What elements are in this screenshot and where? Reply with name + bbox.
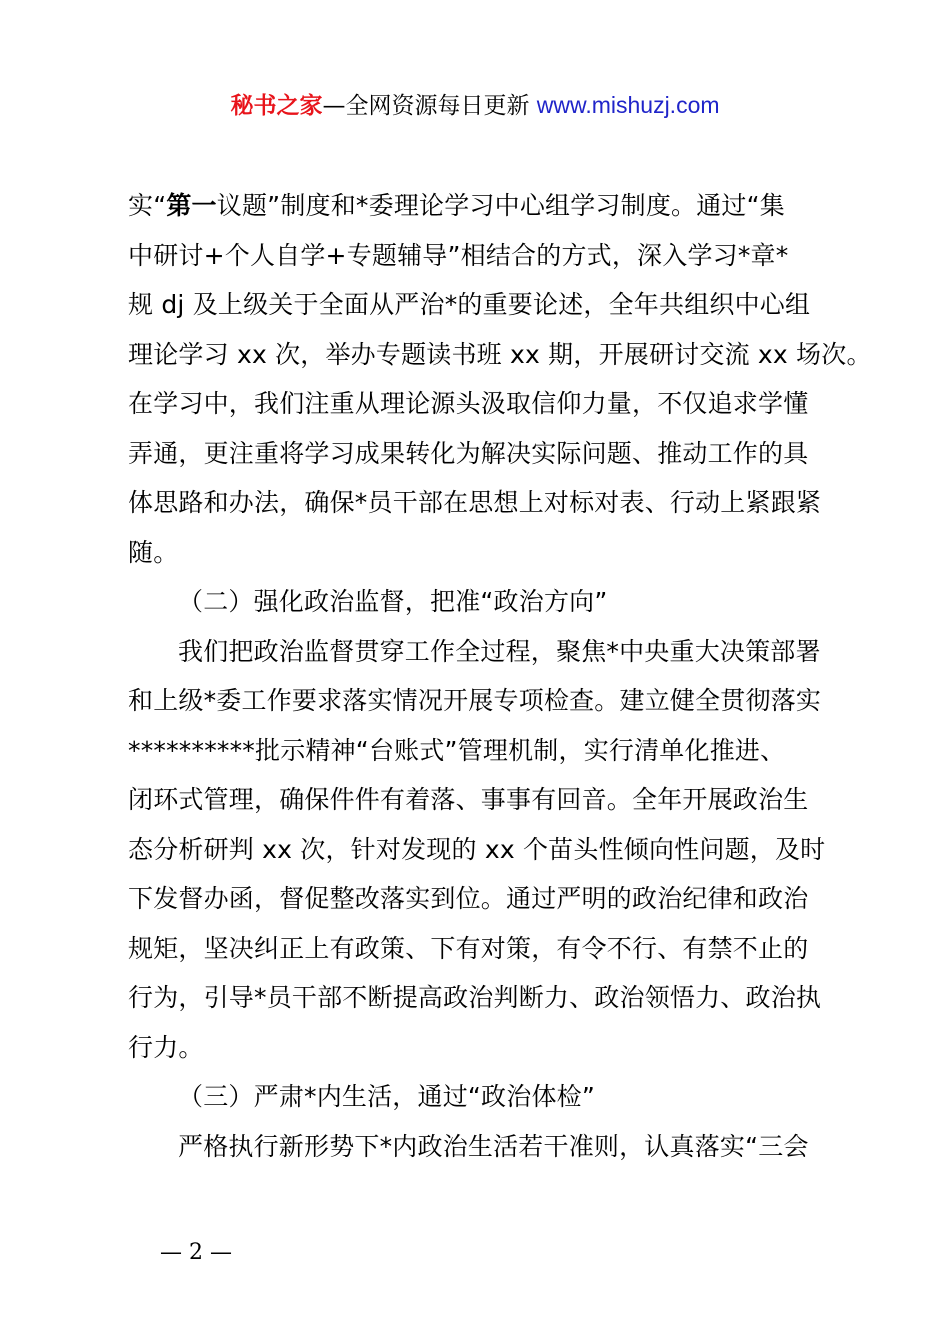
paragraph-line: 态分析研判 xx 次，针对发现的 xx 个苗头性倾向性问题，及时 xyxy=(128,834,826,864)
paragraph-line: 我们把政治监督贯穿工作全过程，聚焦*中央重大决策部署 xyxy=(178,636,821,666)
paragraph-line: 中研讨+个人自学+专题辅导”相结合的方式，深入学习*章* xyxy=(128,240,789,270)
paragraph-line: 行力。 xyxy=(128,1032,204,1062)
header-tagline: —全网资源每日更新 xyxy=(322,93,537,119)
site-header xyxy=(0,88,950,123)
paragraph-line xyxy=(128,181,838,231)
paragraph-line: 严格执行新形势下*内政治生活若干准则，认真落实“三会 xyxy=(178,1131,809,1161)
page-number: — 2 — xyxy=(160,1240,232,1265)
bold-text-run: 第一 xyxy=(166,191,217,220)
paragraph-line: 行为，引导*员干部不断提高政治判断力、政治领悟力、政治执 xyxy=(128,983,822,1012)
section-heading-3: （三）严肃*内生活，通过“政治体检” xyxy=(178,1082,596,1111)
site-url-link[interactable]: www.mishuzj.com xyxy=(536,92,720,118)
paragraph-line: 闭环式管理，确保件件有着落、事事有回音。全年开展政治生 xyxy=(128,785,809,814)
paragraph-line: 在学习中，我们注重从理论源头汲取信仰力量，不仅追求学懂 xyxy=(128,389,809,418)
text-run: 议题”制度和*委理论学习中心组学习制度。通过“集 xyxy=(216,191,785,220)
paragraph-line: 随。 xyxy=(128,537,179,567)
paragraph-line: 规 dj 及上级关于全面从严治*的重要论述，全年共组织中心组 xyxy=(128,290,811,319)
paragraph-line: 下发督办函，督促整改落实到位。通过严明的政治纪律和政治 xyxy=(128,884,809,913)
paragraph-line: **********批示精神“台账式”管理机制，实行清单化推进、 xyxy=(128,735,786,765)
paragraph-line: 规矩，坚决纠正上有政策、下有对策，有令不行、有禁不止的 xyxy=(128,933,809,963)
text-run: 实“ xyxy=(128,191,167,220)
brand-name: 秘书之家 xyxy=(230,93,323,119)
paragraph-line: 和上级*委工作要求落实情况开展专项检查。建立健全贯彻落实 xyxy=(128,686,822,715)
paragraph-line: 体思路和办法，确保*员干部在思想上对标对表、行动上紧跟紧 xyxy=(128,488,822,517)
paragraph-line: 弄通，更注重将学习成果转化为解决实际问题、推动工作的具 xyxy=(128,438,809,468)
section-heading-2: （二）强化政治监督，把准“政治方向” xyxy=(178,587,608,616)
document-body xyxy=(128,181,872,1171)
paragraph-line: 理论学习 xx 次，举办专题读书班 xx 期，开展研讨交流 xx 场次。 xyxy=(128,339,872,369)
